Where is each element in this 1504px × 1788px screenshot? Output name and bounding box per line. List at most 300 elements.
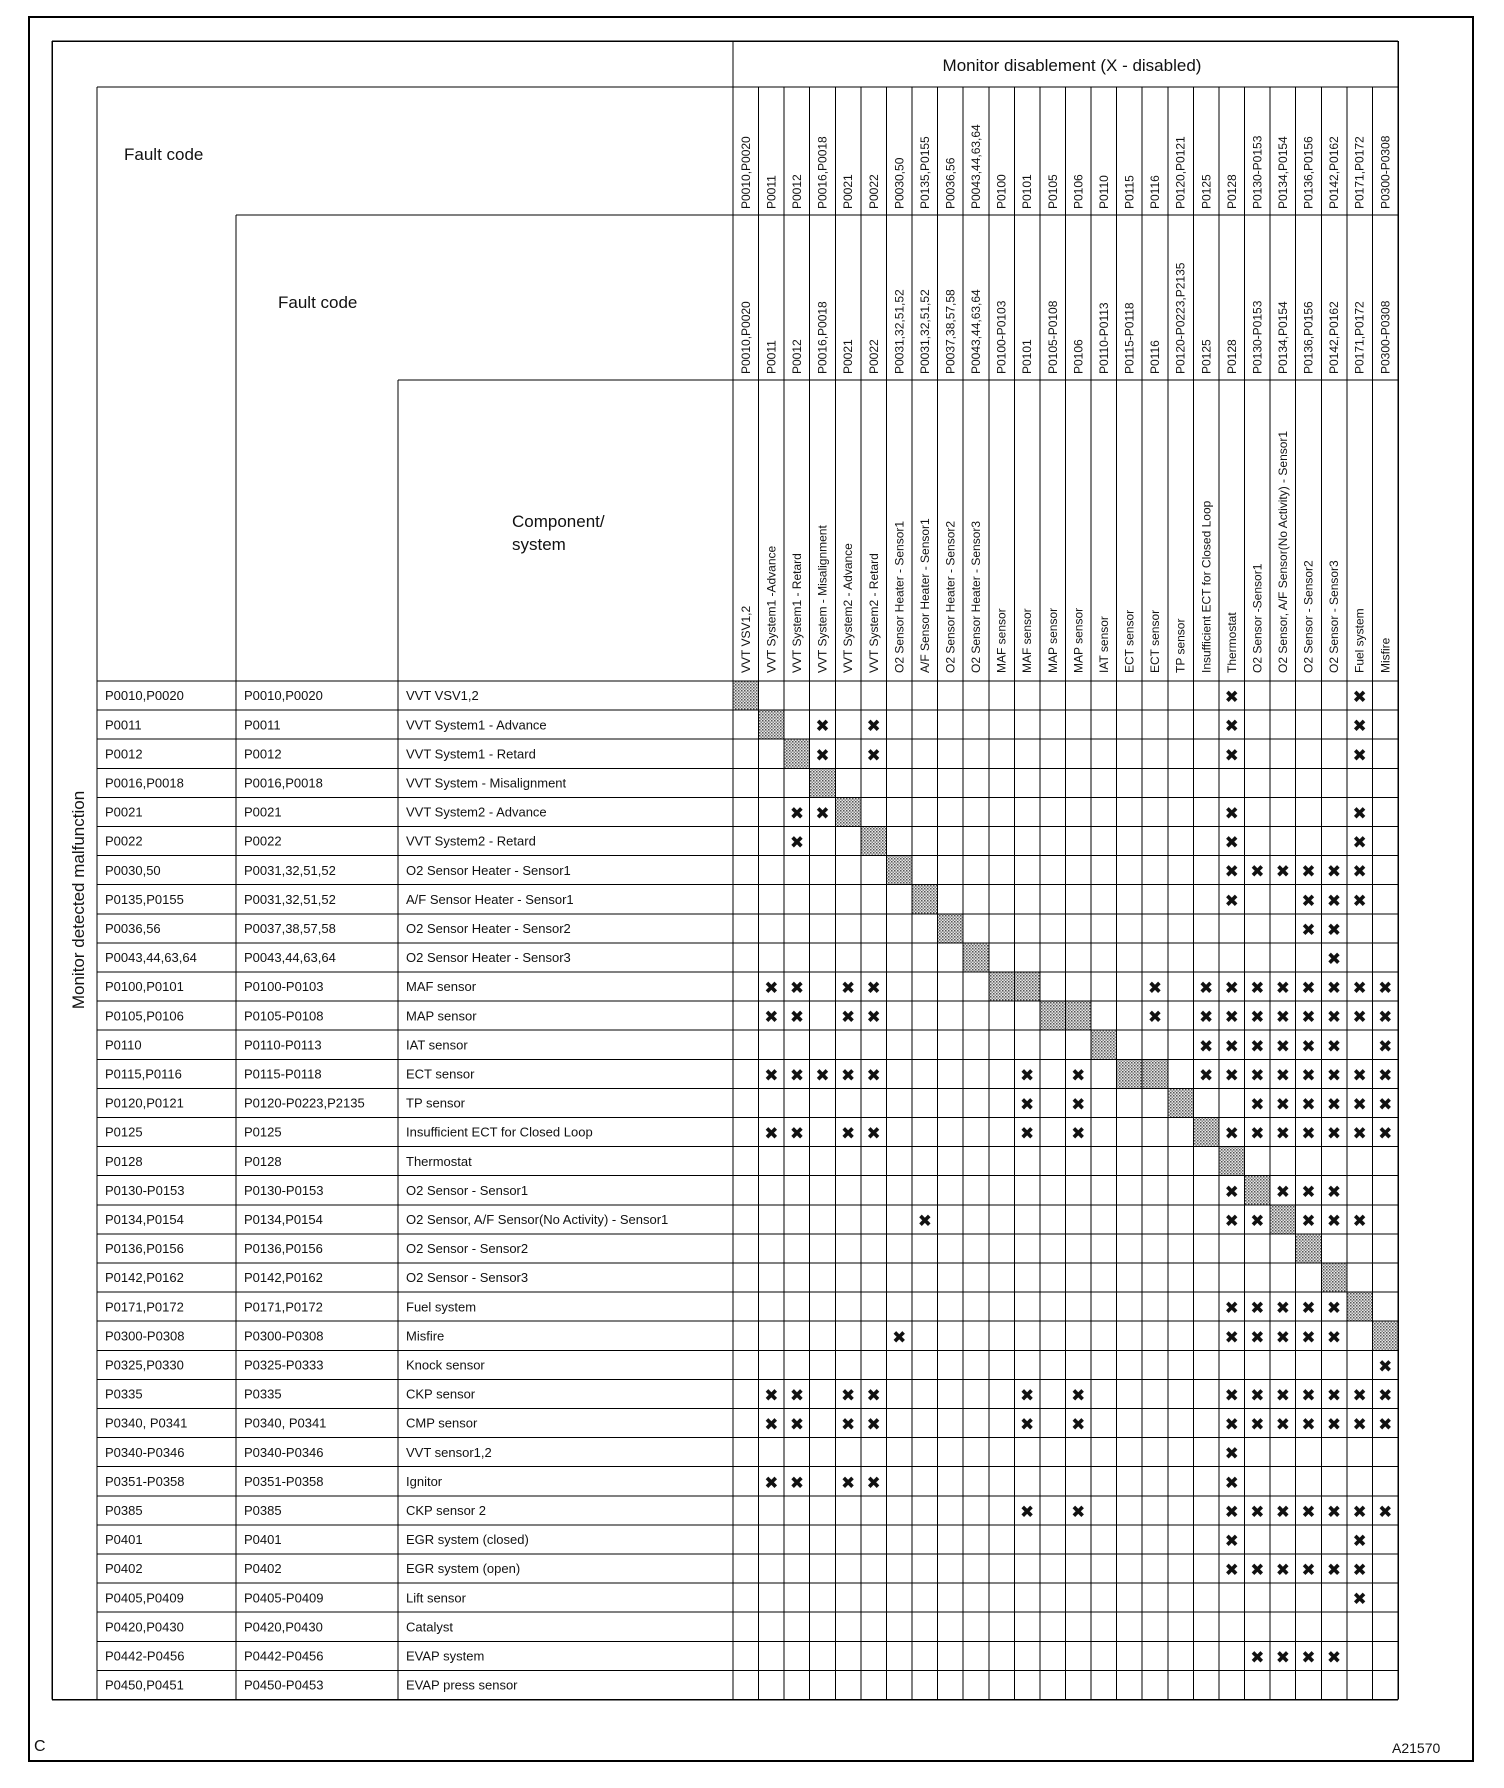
row-component-name: VVT System - Misalignment — [406, 775, 567, 791]
column-component-name: ECT sensor — [1148, 609, 1163, 673]
disabled-mark: ✖ — [1275, 1094, 1291, 1114]
disabled-mark: ✖ — [1326, 920, 1342, 940]
disabled-mark: ✖ — [1224, 1502, 1239, 1522]
disabled-mark: ✖ — [1224, 1036, 1239, 1056]
column-code-primary: P0021 — [841, 174, 856, 209]
disabled-mark: ✖ — [1326, 891, 1342, 911]
table-row — [105, 1270, 528, 1285]
row-detected-code: P0340-P0346 — [105, 1444, 185, 1460]
row-component-name: O2 Sensor Heater - Sensor3 — [406, 950, 571, 966]
disabled-mark: ✖ — [764, 1124, 779, 1144]
disabled-mark: ✖ — [1199, 1065, 1214, 1085]
row-component-name: MAP sensor — [406, 1008, 477, 1024]
disabled-mark: ✖ — [1326, 1124, 1342, 1144]
disabled-mark: ✖ — [866, 1385, 881, 1405]
row-detected-code: P0171,P0172 — [105, 1299, 184, 1315]
row-component-name: EGR system (open) — [406, 1561, 521, 1577]
disabled-mark: ✖ — [1352, 1502, 1367, 1522]
row-detected-code: P0128 — [105, 1153, 143, 1169]
row-detected-code: P0135,P0155 — [105, 891, 184, 907]
disabled-mark: ✖ — [1326, 1211, 1342, 1231]
disabled-mark: ✖ — [1301, 1385, 1316, 1405]
column-component-name: VVT System2 - Advance — [841, 543, 856, 673]
row-detected-code: P0125 — [105, 1124, 143, 1140]
disabled-mark: ✖ — [789, 1065, 805, 1085]
row-component-name: CMP sensor — [406, 1415, 478, 1431]
disabled-mark: ✖ — [1352, 978, 1367, 998]
row-detected-code: P0110 — [105, 1037, 142, 1053]
table-row — [105, 1502, 1392, 1521]
side-label: Monitor detected malfunction — [69, 790, 88, 1010]
row-component-name: O2 Sensor - Sensor3 — [406, 1270, 529, 1286]
column-code-secondary: P0128 — [1224, 339, 1239, 374]
disabled-mark: ✖ — [1250, 1065, 1265, 1085]
disabled-mark: ✖ — [1071, 1502, 1086, 1522]
column-code-secondary: P0031,32,51,52 — [917, 289, 932, 374]
disabled-mark: ✖ — [1326, 1094, 1342, 1114]
disabled-mark: ✖ — [1378, 1356, 1393, 1376]
disabled-mark: ✖ — [1301, 1298, 1316, 1318]
disabled-mark: ✖ — [1250, 1036, 1265, 1056]
disabled-mark: ✖ — [1352, 716, 1367, 736]
column-code-secondary: P0110-P0113 — [1096, 302, 1111, 374]
row-detected-code: P0335 — [105, 1386, 143, 1402]
row-component-name: Ignitor — [406, 1473, 443, 1489]
disabled-mark: ✖ — [1326, 978, 1342, 998]
disabled-mark: ✖ — [1199, 1007, 1214, 1027]
disabled-mark: ✖ — [840, 978, 856, 998]
disabled-mark: ✖ — [764, 1007, 779, 1027]
disabled-mark: ✖ — [866, 1124, 881, 1144]
column-code-secondary: P0101 — [1020, 339, 1035, 374]
row-component-name: Thermostat — [406, 1153, 472, 1169]
column-code-primary: P0300-P0308 — [1378, 135, 1393, 209]
shaded-diagonal-cell — [1270, 1205, 1296, 1234]
row-component-name: O2 Sensor Heater - Sensor2 — [406, 921, 571, 937]
row-fault-code: P0031,32,51,52 — [244, 862, 336, 878]
disabled-mark: ✖ — [840, 1473, 856, 1493]
row-fault-code: P0351-P0358 — [244, 1473, 324, 1489]
table-row — [105, 891, 1367, 910]
shaded-diagonal-cell — [1117, 1059, 1143, 1088]
disabled-mark: ✖ — [1352, 687, 1367, 707]
disabled-mark: ✖ — [1352, 1560, 1367, 1580]
disabled-mark: ✖ — [1224, 862, 1239, 882]
row-fault-code: P0171,P0172 — [244, 1299, 323, 1315]
disabled-mark: ✖ — [1352, 833, 1367, 853]
disabled-mark: ✖ — [1352, 891, 1367, 911]
disabled-mark: ✖ — [1301, 862, 1316, 882]
column-component-name: O2 Sensor -Sensor1 — [1250, 563, 1265, 673]
disabled-mark: ✖ — [1224, 745, 1239, 765]
row-component-name: VVT VSV1,2 — [406, 688, 479, 704]
disabled-mark: ✖ — [1071, 1065, 1086, 1085]
disabled-mark: ✖ — [764, 1385, 779, 1405]
column-code-primary: P0125 — [1199, 174, 1214, 209]
disabled-mark: ✖ — [1250, 1502, 1265, 1522]
row-detected-code: P0012 — [105, 746, 143, 762]
disabled-mark: ✖ — [1301, 1065, 1316, 1085]
table-row — [105, 1328, 1341, 1347]
row-detected-code: P0134,P0154 — [105, 1212, 184, 1228]
disabled-mark: ✖ — [1020, 1385, 1035, 1405]
disabled-mark: ✖ — [789, 803, 805, 823]
row-detected-code: P0115,P0116 — [105, 1066, 182, 1082]
shaded-diagonal-cell — [989, 972, 1015, 1001]
row-component-name: ECT sensor — [406, 1066, 475, 1082]
component-label-line1: Component/ — [512, 512, 605, 531]
disabled-mark: ✖ — [1275, 1182, 1291, 1202]
column-code-secondary: P0010,P0020 — [738, 301, 753, 374]
disabled-mark: ✖ — [1352, 803, 1367, 823]
row-fault-code: P0012 — [244, 746, 282, 762]
disabled-mark: ✖ — [1301, 1502, 1316, 1522]
disabled-mark: ✖ — [1275, 1385, 1291, 1405]
shaded-diagonal-cell — [1014, 972, 1040, 1001]
shaded-diagonal-cell — [1142, 1059, 1168, 1088]
disabled-mark: ✖ — [1224, 1298, 1239, 1318]
column-code-primary: P0036,56 — [943, 157, 958, 209]
column-code-primary: P0142,P0162 — [1327, 136, 1342, 209]
shaded-diagonal-cell — [810, 768, 836, 797]
shaded-diagonal-cell — [784, 739, 810, 768]
column-code-secondary: P0171,P0172 — [1352, 301, 1367, 374]
row-fault-code: P0420,P0430 — [244, 1619, 323, 1635]
disabled-mark: ✖ — [1352, 862, 1367, 882]
disabled-mark: ✖ — [1224, 1065, 1239, 1085]
row-component-name: Fuel system — [406, 1299, 477, 1315]
table-row — [105, 1299, 1341, 1318]
disabled-mark: ✖ — [1378, 1385, 1393, 1405]
row-detected-code: P0351-P0358 — [105, 1473, 185, 1489]
table-row — [105, 1037, 1392, 1056]
disabled-mark: ✖ — [789, 1007, 805, 1027]
disabled-mark: ✖ — [1250, 1415, 1265, 1435]
row-fault-code: P0022 — [244, 833, 282, 849]
disabled-mark: ✖ — [1020, 1094, 1035, 1114]
column-component-name: O2 Sensor, A/F Sensor(No Activity) - Sensor1 — [1275, 430, 1290, 673]
row-detected-code: P0120,P0121 — [105, 1095, 184, 1111]
row-component-name: CKP sensor — [406, 1386, 476, 1402]
column-code-primary: P0106 — [1071, 174, 1086, 209]
table-row — [105, 1008, 1392, 1027]
column-code-primary: P0115 — [1122, 175, 1137, 209]
table-row — [105, 920, 1341, 939]
table-row — [105, 776, 567, 791]
row-fault-code: P0442-P0456 — [244, 1648, 324, 1664]
column-code-secondary: P0120-P0223,P2135 — [1173, 262, 1188, 374]
table-row — [105, 949, 1341, 968]
row-detected-code: P0450,P0451 — [105, 1677, 184, 1693]
column-code-secondary: P0011 — [764, 340, 779, 374]
table-row — [105, 1648, 1341, 1667]
table-row — [105, 1241, 528, 1256]
row-fault-code: P0128 — [244, 1153, 282, 1169]
row-fault-code: P0385 — [244, 1503, 282, 1519]
row-fault-code: P0043,44,63,64 — [244, 950, 336, 966]
disabled-mark: ✖ — [1326, 1298, 1342, 1318]
row-fault-code: P0335 — [244, 1386, 282, 1402]
disabled-mark: ✖ — [1275, 1327, 1291, 1347]
disabled-mark: ✖ — [840, 1124, 856, 1144]
column-code-primary: P0030,50 — [892, 157, 907, 209]
disabled-mark: ✖ — [866, 1065, 881, 1085]
table-row — [105, 1386, 1392, 1405]
row-fault-code: P0120-P0223,P2135 — [244, 1095, 365, 1111]
table-row — [105, 1415, 1392, 1434]
row-component-name: EGR system (closed) — [406, 1532, 529, 1548]
row-fault-code: P0340-P0346 — [244, 1444, 324, 1460]
disabled-mark: ✖ — [1378, 1415, 1393, 1435]
column-component-name: VVT VSV1,2 — [738, 605, 753, 673]
disabled-mark: ✖ — [1071, 1385, 1086, 1405]
disabled-mark: ✖ — [1326, 1327, 1342, 1347]
shaded-diagonal-cell — [1091, 1030, 1117, 1059]
disabled-mark: ✖ — [815, 745, 830, 765]
column-code-primary: P0130-P0153 — [1250, 135, 1265, 209]
column-code-primary: P0116 — [1148, 175, 1163, 209]
column-code-secondary: P0100-P0103 — [994, 300, 1009, 374]
row-component-name: O2 Sensor Heater - Sensor1 — [406, 862, 571, 878]
disabled-mark: ✖ — [1147, 1007, 1163, 1027]
column-component-name: VVT System1 -Advance — [764, 545, 779, 673]
row-detected-code: P0021 — [105, 804, 143, 820]
row-detected-code: P0442-P0456 — [105, 1648, 185, 1664]
column-code-primary: P0110 — [1096, 175, 1111, 209]
row-component-name: EVAP press sensor — [406, 1677, 518, 1693]
table-row — [105, 862, 1367, 881]
shaded-diagonal-cell — [912, 885, 938, 914]
row-component-name: Misfire — [406, 1328, 445, 1344]
disabled-mark: ✖ — [1378, 1065, 1393, 1085]
row-fault-code: P0450-P0453 — [244, 1677, 324, 1693]
disabled-mark: ✖ — [1352, 1007, 1367, 1027]
row-fault-code: P0401 — [244, 1532, 282, 1548]
row-fault-code: P0016,P0018 — [244, 775, 323, 791]
disabled-mark: ✖ — [1250, 1007, 1265, 1027]
row-detected-code: P0130-P0153 — [105, 1182, 185, 1198]
disabled-mark: ✖ — [1301, 1211, 1316, 1231]
disabled-mark: ✖ — [1071, 1124, 1086, 1144]
disabled-mark: ✖ — [1378, 1036, 1393, 1056]
disabled-mark: ✖ — [1326, 1182, 1342, 1202]
disabled-mark: ✖ — [1352, 1385, 1367, 1405]
column-component-name: O2 Sensor Heater - Sensor1 — [892, 520, 907, 673]
disabled-mark: ✖ — [1378, 1502, 1393, 1522]
row-component-name: VVT System2 - Advance — [406, 804, 547, 820]
row-fault-code: P0125 — [244, 1124, 282, 1140]
table-row — [105, 1066, 1392, 1085]
table-row — [105, 1619, 453, 1634]
fault-code-label-inner: Fault code — [278, 293, 358, 312]
disabled-mark: ✖ — [789, 1124, 805, 1144]
disabled-mark: ✖ — [1326, 862, 1342, 882]
column-component-name: VVT System - Misalignment — [815, 525, 830, 673]
disabled-mark: ✖ — [1352, 1531, 1367, 1551]
disabled-mark: ✖ — [1224, 803, 1239, 823]
column-code-primary: P0136,P0156 — [1301, 136, 1316, 209]
disabled-mark: ✖ — [1301, 1647, 1316, 1667]
column-component-name: IAT sensor — [1096, 616, 1111, 673]
table-row — [105, 1444, 1239, 1463]
column-component-name: Thermostat — [1224, 612, 1239, 673]
disabled-mark: ✖ — [1224, 1415, 1239, 1435]
disabled-mark: ✖ — [1326, 1415, 1342, 1435]
table-row — [105, 1154, 472, 1169]
table-row — [105, 1182, 1341, 1201]
row-component-name: VVT System1 - Advance — [406, 717, 547, 733]
shaded-diagonal-cell — [861, 827, 887, 856]
row-component-name: VVT sensor1,2 — [406, 1444, 492, 1460]
column-code-primary: P0120,P0121 — [1173, 136, 1188, 209]
disabled-mark: ✖ — [1326, 1065, 1342, 1085]
shaded-diagonal-cell — [733, 681, 759, 710]
disabled-mark: ✖ — [1326, 1502, 1342, 1522]
disabled-mark: ✖ — [1378, 1094, 1393, 1114]
disabled-mark: ✖ — [1352, 1124, 1367, 1144]
column-code-secondary: P0105-P0108 — [1045, 300, 1060, 374]
column-code-primary: P0128 — [1224, 174, 1239, 209]
column-code-secondary: P0031,32,51,52 — [892, 289, 907, 374]
disabled-mark: ✖ — [917, 1211, 932, 1231]
row-component-name: O2 Sensor - Sensor1 — [406, 1182, 529, 1198]
disabled-mark: ✖ — [1326, 1647, 1342, 1667]
row-fault-code: P0136,P0156 — [244, 1241, 323, 1257]
disabled-mark: ✖ — [1250, 978, 1265, 998]
row-fault-code: P0300-P0308 — [244, 1328, 324, 1344]
row-detected-code: P0016,P0018 — [105, 775, 184, 791]
column-component-name: O2 Sensor Heater - Sensor2 — [943, 520, 958, 673]
disabled-mark: ✖ — [1224, 1182, 1239, 1202]
disabled-mark: ✖ — [840, 1007, 856, 1027]
shaded-diagonal-cell — [886, 856, 912, 885]
column-code-primary: P0100 — [994, 174, 1009, 209]
disabled-mark: ✖ — [1250, 1094, 1265, 1114]
disabled-mark: ✖ — [789, 1473, 805, 1493]
column-code-secondary: P0106 — [1071, 339, 1086, 374]
disabled-mark: ✖ — [815, 716, 830, 736]
column-component-name: O2 Sensor - Sensor3 — [1327, 560, 1342, 673]
disabled-mark: ✖ — [1020, 1124, 1035, 1144]
column-component-name: Fuel system — [1352, 608, 1367, 673]
disabled-mark: ✖ — [1378, 1007, 1393, 1027]
table-row — [105, 1678, 518, 1693]
disabled-mark: ✖ — [1147, 978, 1163, 998]
row-component-name: TP sensor — [406, 1095, 466, 1111]
figure-id: A21570 — [1392, 1740, 1441, 1756]
disabled-mark: ✖ — [1378, 1124, 1393, 1144]
column-code-secondary: P0022 — [866, 339, 881, 374]
column-code-primary: P0171,P0172 — [1352, 136, 1367, 209]
row-fault-code: P0134,P0154 — [244, 1212, 323, 1228]
row-detected-code: P0325,P0330 — [105, 1357, 184, 1373]
disabled-mark: ✖ — [1224, 1124, 1239, 1144]
column-component-name: MAP sensor — [1071, 607, 1086, 673]
disabled-mark: ✖ — [789, 1385, 805, 1405]
row-detected-code: P0420,P0430 — [105, 1619, 184, 1635]
disabled-mark: ✖ — [1224, 1007, 1239, 1027]
disabled-mark: ✖ — [1020, 1415, 1035, 1435]
row-component-name: Insufficient ECT for Closed Loop — [406, 1124, 593, 1140]
table-row — [105, 1095, 1392, 1114]
disabled-mark: ✖ — [1224, 833, 1239, 853]
column-code-primary: P0016,P0018 — [815, 136, 830, 209]
disabled-mark: ✖ — [1301, 920, 1316, 940]
column-component-name: TP sensor — [1173, 618, 1188, 673]
row-fault-code: P0325-P0333 — [244, 1357, 324, 1373]
disabled-mark: ✖ — [1301, 1327, 1316, 1347]
disabled-mark: ✖ — [1275, 1007, 1291, 1027]
column-component-name: VVT System1 - Retard — [790, 553, 805, 673]
disabled-mark: ✖ — [1250, 1211, 1265, 1231]
row-fault-code: P0405-P0409 — [244, 1590, 324, 1606]
column-code-primary: P0010,P0020 — [738, 136, 753, 209]
disabled-mark: ✖ — [1020, 1065, 1035, 1085]
column-code-secondary: P0043,44,63,64 — [969, 289, 984, 374]
disabled-mark: ✖ — [1071, 1094, 1086, 1114]
shaded-diagonal-cell — [1219, 1147, 1245, 1176]
disabled-mark: ✖ — [1275, 1560, 1291, 1580]
disabled-mark: ✖ — [1275, 1298, 1291, 1318]
disabled-mark: ✖ — [1224, 1473, 1239, 1493]
disabled-mark: ✖ — [1301, 1094, 1316, 1114]
row-fault-code: P0105-P0108 — [244, 1008, 324, 1024]
disabled-mark: ✖ — [1224, 891, 1239, 911]
column-component-name: O2 Sensor - Sensor2 — [1301, 560, 1316, 673]
row-detected-code: P0036,56 — [105, 921, 161, 937]
row-detected-code: P0010,P0020 — [105, 688, 184, 704]
disabled-mark: ✖ — [1224, 1560, 1239, 1580]
disabled-mark: ✖ — [1301, 978, 1316, 998]
disabled-mark: ✖ — [1020, 1502, 1035, 1522]
disabled-mark: ✖ — [866, 716, 881, 736]
row-detected-code: P0405,P0409 — [105, 1590, 184, 1606]
disabled-mark: ✖ — [1224, 716, 1239, 736]
disabled-mark: ✖ — [1275, 1036, 1291, 1056]
row-component-name: VVT System2 - Retard — [406, 833, 536, 849]
row-fault-code: P0011 — [244, 717, 281, 733]
row-fault-code: P0010,P0020 — [244, 688, 323, 704]
shaded-diagonal-cell — [1193, 1118, 1219, 1147]
column-component-name: A/F Sensor Heater - Sensor1 — [917, 518, 932, 673]
row-detected-code: P0402 — [105, 1561, 143, 1577]
column-code-secondary: P0012 — [790, 339, 805, 374]
disabled-mark: ✖ — [1250, 1124, 1265, 1144]
disabled-mark: ✖ — [1071, 1415, 1086, 1435]
row-detected-code: P0136,P0156 — [105, 1241, 184, 1257]
row-fault-code: P0100-P0103 — [244, 979, 324, 995]
disabled-mark: ✖ — [1301, 1560, 1316, 1580]
shaded-diagonal-cell — [759, 710, 785, 739]
row-fault-code: P0402 — [244, 1561, 282, 1577]
row-fault-code: P0110-P0113 — [244, 1037, 322, 1053]
row-fault-code: P0037,38,57,58 — [244, 921, 336, 937]
column-code-primary: P0134,P0154 — [1275, 136, 1290, 209]
column-code-secondary: P0130-P0153 — [1250, 300, 1265, 374]
table-row — [105, 1590, 1367, 1609]
table-row — [105, 746, 1367, 765]
disabled-mark: ✖ — [866, 1415, 881, 1435]
disabled-mark: ✖ — [764, 978, 779, 998]
column-code-secondary: P0125 — [1199, 339, 1214, 374]
table-row — [105, 1211, 1367, 1230]
row-fault-code: P0021 — [244, 804, 282, 820]
disabled-mark: ✖ — [1352, 1211, 1367, 1231]
row-detected-code: P0300-P0308 — [105, 1328, 185, 1344]
column-component-name: ECT sensor — [1122, 609, 1137, 673]
disabled-mark: ✖ — [1352, 1415, 1367, 1435]
disabled-mark: ✖ — [1301, 891, 1316, 911]
